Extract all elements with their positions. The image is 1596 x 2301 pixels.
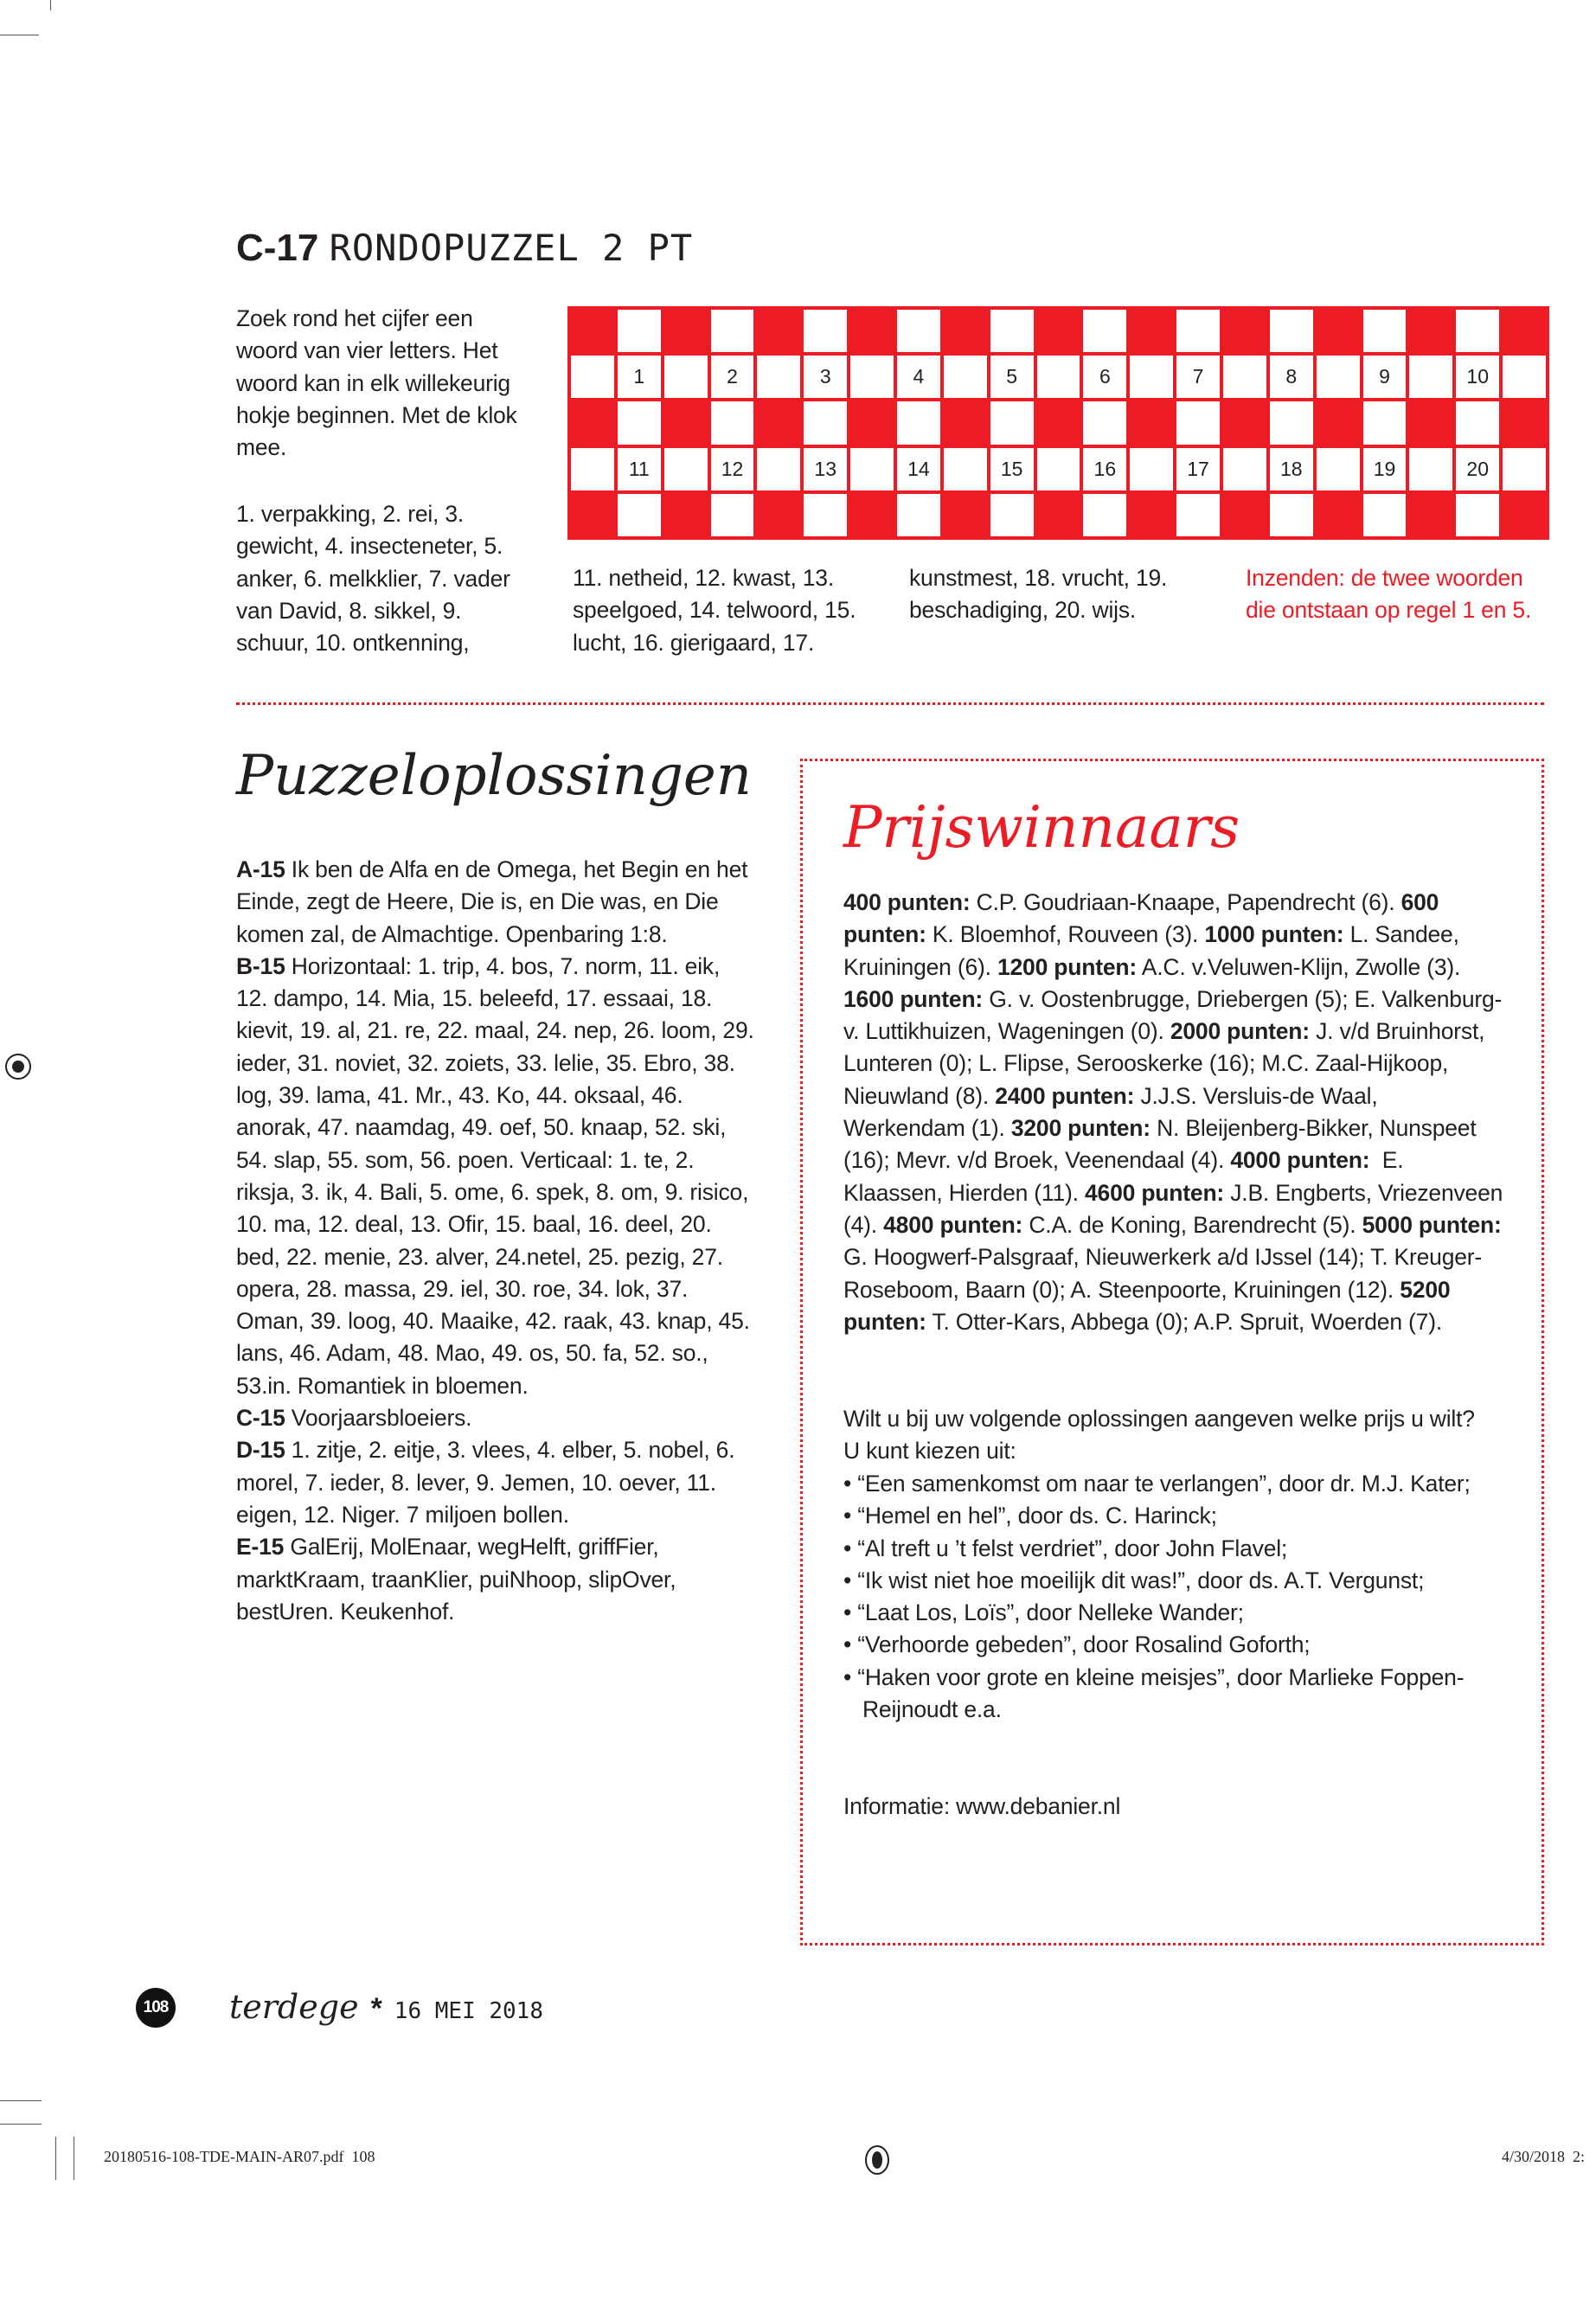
- grid-number-cell: 5: [990, 356, 1034, 398]
- grid-block: [1317, 494, 1360, 536]
- grid-cell: [1223, 448, 1266, 490]
- grid-number-cell: 12: [711, 448, 754, 490]
- solution-text: Horizontaal: 1. trip, 4. bos, 7. norm, 11. eik, 12. dampo, 14. Mia, 15. beleefd, 17. essaai, 18. kievit, 19. al, 21. re, 22. maal, 24. nep, 26. loom, 29. ieder, 31. noviet, 32. zoiets, 33. lelie, 35. Ebro, 38. log, 39. lama, 41. Mr., 43. Ko, 44. oksaal, 46. anorak, 47. naamdag, 49. oef, 50. knaap, 52. ski, 54. slap, 55. som, 56. poen. Verticaal: 1. te, 2. riksja, 3. ik, 4. Bali, 5. ome, 6. spek, 8. om, 9. risico, 10. ma, 12. deal, 13. Ofir, 15. baal, 16. deel, 20. bed, 22. menie, 23. alver, 24.netel, 25. pezig, 27. opera, 28. massa, 29. iel, 30. roe, 34. lok, 37. Oman, 39. loog, 40. Maaike, 42. raak, 43. knap, 45. lans, 46. Adam, 48. Mao, 49. os, 50. fa, 52. so., 53.in. Romantiek in bloemen.: [236, 952, 754, 1399]
- puzzle-title: [236, 227, 693, 270]
- prize-option: [843, 1500, 1488, 1532]
- grid-number-cell: 17: [1176, 448, 1220, 490]
- grid-block: [1409, 494, 1452, 536]
- clues-column-3: kunstmest, 18. vrucht, 19. beschadiging, 20. wijs.: [909, 565, 1168, 624]
- brand-logo: terdege: [229, 1988, 359, 2026]
- grid-block: [571, 310, 614, 352]
- bullet-icon: •: [843, 1631, 858, 1658]
- grid-number-cell: 4: [897, 356, 940, 398]
- points-label: 1200 punten:: [997, 953, 1138, 980]
- grid-number-cell: 1: [618, 356, 661, 398]
- grid-cell: [804, 494, 847, 536]
- grid-cell: [1176, 401, 1220, 444]
- grid-cell: [1363, 310, 1407, 352]
- grid-cell: [1270, 494, 1313, 536]
- grid-cell: [850, 356, 894, 398]
- grid-cell: [1083, 310, 1126, 352]
- grid-block: [944, 310, 987, 352]
- points-label: 2000 punten:: [1170, 1018, 1310, 1045]
- registration-mark-icon: [5, 1054, 31, 1080]
- grid-cell: [664, 356, 708, 398]
- grid-block: [757, 494, 800, 536]
- winner-names: E. Klaassen, Hierden (11).: [843, 1147, 1410, 1206]
- separator: *: [370, 1992, 382, 2025]
- grid-block: [1503, 494, 1546, 536]
- grid-cell: [990, 401, 1034, 444]
- grid-cell: [618, 310, 661, 352]
- prize-option: [843, 1565, 1488, 1597]
- clues-column-1: 1. verpakking, 2. rei, 3. gewicht, 4. insecteneter, 5. anker, 6. melkklier, 7. vader van David, 8. sikkel, 9. schuur, 10. ontkenning,: [236, 501, 510, 657]
- bullet-icon: •: [843, 1535, 858, 1561]
- grid-block: [1409, 401, 1452, 444]
- bullet-icon: •: [843, 1567, 858, 1593]
- prize-title: “Haken voor grote en kleine meisjes”, door Marlieke Foppen-Reijnoudt e.a.: [857, 1663, 1465, 1723]
- grid-cell: [1176, 310, 1220, 352]
- prize-options: [843, 1468, 1488, 1726]
- prize-option: [843, 1468, 1488, 1500]
- winner-names: N. Bleijenberg-Bikker, Nunspeet (16); Mevr. v/d Broek, Veenendaal (4).: [843, 1115, 1483, 1174]
- grid-block: [1223, 310, 1266, 352]
- solution-label: C-15: [236, 1405, 285, 1432]
- grid-cell: [1409, 356, 1452, 398]
- grid-cell: [757, 448, 800, 490]
- grid-cell: [571, 356, 614, 398]
- prize-intro: Wilt u bij uw volgende oplossingen aangeven welke prijs u wilt? U kunt kiezen uit:: [843, 1406, 1475, 1465]
- points-label: 5200 punten:: [843, 1276, 1451, 1335]
- prize-option: [843, 1662, 1488, 1727]
- crop-mark: [0, 2100, 42, 2101]
- grid-block: [850, 401, 894, 444]
- solution-label: A-15: [236, 856, 285, 882]
- grid-cell: [944, 448, 987, 490]
- grid-block: [757, 310, 800, 352]
- prize-title: “Laat Los, Loïs”, door Nelleke Wander;: [857, 1599, 1244, 1626]
- grid-block: [1223, 401, 1266, 444]
- grid-number-cell: 20: [1456, 448, 1499, 490]
- winner-names: L. Sandee, Kruiningen (6).: [843, 921, 1465, 980]
- puzzle-instructions: Zoek rond het cijfer een woord van vier letters. Het woord kan in elk willekeurig hokje beginnen. Met de klok mee.: [236, 305, 517, 461]
- solution-text: Voorjaarsbloeiers.: [285, 1405, 472, 1432]
- grid-cell: [757, 356, 800, 398]
- grid-cell: [897, 310, 940, 352]
- winner-names: G. Hoogwerf-Palsgraaf, Nieuwerkerk a/d IJssel (14); T. Kreuger-Roseboom, Baarn (0); A. Steenpoorte, Kruiningen (12).: [843, 1211, 1508, 1303]
- puzzle-code: C-17: [236, 227, 319, 269]
- solution-item: [236, 1402, 755, 1434]
- grid-number-cell: 10: [1456, 356, 1499, 398]
- grid-cell: [850, 448, 894, 490]
- grid-block: [1130, 494, 1173, 536]
- grid-number-cell: 2: [711, 356, 754, 398]
- solution-item: [236, 1434, 755, 1531]
- prize-option: [843, 1629, 1488, 1661]
- grid-cell: [1456, 310, 1499, 352]
- points-label: 2400 punten:: [995, 1082, 1135, 1109]
- prize-title: “Hemel en hel”, door ds. C. Harinck;: [857, 1503, 1217, 1529]
- solution-label: E-15: [236, 1534, 285, 1561]
- prize-option: [843, 1533, 1488, 1565]
- points-label: 400 punten:: [843, 889, 971, 915]
- winner-names: J.B. Engberts, Vriezenveen (4).: [843, 1179, 1509, 1238]
- grid-cell: [711, 310, 754, 352]
- grid-number-cell: 16: [1083, 448, 1126, 490]
- info-link[interactable]: Informatie: www.debanier.nl: [843, 1793, 1121, 1819]
- grid-block: [1130, 310, 1173, 352]
- grid-cell: [711, 494, 754, 536]
- grid-block: [1037, 494, 1080, 536]
- points-label: 4800 punten:: [883, 1211, 1023, 1238]
- grid-cell: [897, 494, 940, 536]
- solution-text: 1. zitje, 2. eitje, 3. vlees, 4. elber, 5. nobel, 6. morel, 7. ieder, 8. lever, 9. Jemen, 10. oever, 11. eigen, 12. Niger. 7 miljoen bollen.: [236, 1437, 735, 1528]
- winners-heading: Prijswinnaars: [843, 794, 1240, 861]
- grid-block: [850, 310, 894, 352]
- prize-option: [843, 1597, 1488, 1629]
- winner-names: T. Otter-Kars, Abbega (0); A.P. Spruit, Woerden (7).: [926, 1308, 1442, 1335]
- clues-column-2: 11. netheid, 12. kwast, 13. speelgoed, 14. telwoord, 15. lucht, 16. gierigaard, 17.: [573, 565, 856, 656]
- winner-names: A.C. v.Veluwen-Klijn, Zwolle (3).: [1137, 953, 1467, 980]
- grid-cell: [618, 494, 661, 536]
- grid-block: [1503, 310, 1546, 352]
- bullet-icon: •: [843, 1471, 858, 1497]
- grid-cell: [1223, 356, 1266, 398]
- grid-cell: [1363, 401, 1407, 444]
- points-label: 4000 punten:: [1230, 1147, 1370, 1174]
- grid-block: [1130, 401, 1173, 444]
- issue-date: 16 MEI 2018: [394, 1998, 543, 2024]
- crop-mark: [0, 2124, 42, 2125]
- grid-number-cell: 15: [990, 448, 1034, 490]
- solution-item: [236, 951, 755, 1402]
- crop-mark: [50, 0, 51, 10]
- puzzle-name: RONDOPUZZEL 2 PT: [329, 227, 694, 269]
- registration-mark-icon: [865, 2145, 889, 2175]
- solution-text: Ik ben de Alfa en de Omega, het Begin en het Einde, zegt de Heere, Die is, en Die was, en Die komen zal, de Almachtige. Openbaring 1:8.: [236, 856, 748, 947]
- grid-number-cell: 11: [618, 448, 661, 490]
- winner-names: C.P. Goudriaan-Knaape, Papendrecht (6).: [970, 889, 1401, 915]
- slug-filename: 20180516-108-TDE-MAIN-AR07.pdf 108: [104, 2148, 375, 2165]
- solution-label: D-15: [236, 1437, 285, 1464]
- grid-cell: [664, 448, 708, 490]
- winners-list: [843, 887, 1509, 1338]
- winner-names: C.A. de Koning, Barendrecht (5).: [1022, 1211, 1362, 1238]
- rondo-puzzle-grid: [567, 306, 1549, 540]
- grid-number-cell: 9: [1363, 356, 1407, 398]
- grid-cell: [1130, 356, 1173, 398]
- grid-cell: [1317, 448, 1360, 490]
- grid-block: [1317, 401, 1360, 444]
- grid-number-cell: 3: [804, 356, 847, 398]
- grid-block: [1037, 401, 1080, 444]
- grid-cell: [618, 401, 661, 444]
- submit-instruction: Inzenden: de twee woorden die ontstaan op regel 1 en 5.: [1246, 565, 1532, 624]
- grid-cell: [1409, 448, 1452, 490]
- points-label: 600 punten:: [843, 889, 1439, 948]
- grid-cell: [1083, 401, 1126, 444]
- grid-block: [664, 494, 708, 536]
- grid-block: [1317, 310, 1360, 352]
- grid-cell: [1037, 448, 1080, 490]
- grid-cell: [1317, 356, 1360, 398]
- grid-block: [1223, 494, 1266, 536]
- solutions-heading: Puzzeloplossingen: [236, 744, 752, 808]
- section-divider: [236, 702, 1544, 705]
- grid-cell: [1083, 494, 1126, 536]
- slug-timestamp: 4/30/2018 2:: [1502, 2148, 1586, 2165]
- grid-cell: [1037, 356, 1080, 398]
- grid-block: [664, 401, 708, 444]
- grid-number-cell: 13: [804, 448, 847, 490]
- solution-text: GalErij, MolEnaar, wegHelft, griffFier, marktKraam, traanKlier, puiNhoop, slipOver, bestUren. Keukenhof.: [236, 1534, 676, 1625]
- solution-item: [236, 1531, 755, 1628]
- grid-block: [944, 494, 987, 536]
- grid-cell: [990, 494, 1034, 536]
- solution-label: B-15: [236, 952, 285, 979]
- grid-block: [757, 401, 800, 444]
- grid-block: [1037, 310, 1080, 352]
- grid-cell: [1456, 401, 1499, 444]
- grid-number-cell: 18: [1270, 448, 1313, 490]
- grid-block: [1409, 310, 1452, 352]
- bullet-icon: •: [843, 1599, 858, 1626]
- grid-cell: [711, 401, 754, 444]
- winner-names: J.J.S. Versluis-de Waal, Werkendam (1).: [843, 1082, 1384, 1142]
- footer-masthead: [229, 1988, 543, 2026]
- grid-cell: [944, 356, 987, 398]
- prize-title: “Al treft u ’t felst verdriet”, door John Flavel;: [857, 1535, 1288, 1561]
- prize-title: “Ik wist niet hoe moeilijk dit was!”, door ds. A.T. Vergunst;: [857, 1567, 1425, 1593]
- grid-cell: [1503, 448, 1546, 490]
- grid-number-cell: 14: [897, 448, 940, 490]
- grid-block: [664, 310, 708, 352]
- points-label: 1000 punten:: [1204, 921, 1344, 948]
- grid-cell: [990, 310, 1034, 352]
- grid-cell: [804, 310, 847, 352]
- points-label: 4600 punten:: [1085, 1179, 1225, 1206]
- solutions-text: [236, 854, 755, 1628]
- solution-item: [236, 854, 755, 951]
- grid-cell: [897, 401, 940, 444]
- grid-cell: [804, 401, 847, 444]
- grid-cell: [1363, 494, 1407, 536]
- grid-cell: [1270, 310, 1313, 352]
- grid-cell: [1270, 401, 1313, 444]
- grid-block: [571, 401, 614, 444]
- winner-names: G. v. Oostenbrugge, Driebergen (5); E. Valkenburg-v. Luttikhuizen, Wageningen (0).: [843, 985, 1503, 1045]
- points-label: 5000 punten:: [1362, 1211, 1502, 1238]
- grid-number-cell: 7: [1176, 356, 1220, 398]
- grid-number-cell: 6: [1083, 356, 1126, 398]
- bullet-icon: •: [843, 1503, 858, 1529]
- prize-title: “Een samenkomst om naar te verlangen”, door dr. M.J. Kater;: [857, 1471, 1471, 1497]
- crop-mark: [55, 2137, 56, 2180]
- grid-number-cell: 8: [1270, 356, 1313, 398]
- points-label: 3200 punten:: [1010, 1115, 1151, 1142]
- grid-cell: [1456, 494, 1499, 536]
- points-label: 1600 punten:: [843, 985, 984, 1012]
- page-number-badge: 108: [136, 1988, 176, 2028]
- grid-block: [944, 401, 987, 444]
- prize-title: “Verhoorde gebeden”, door Rosalind Goforth;: [857, 1631, 1311, 1658]
- grid-cell: [1130, 448, 1173, 490]
- grid-block: [1503, 401, 1546, 444]
- grid-block: [571, 494, 614, 536]
- grid-block: [850, 494, 894, 536]
- grid-cell: [1176, 494, 1220, 536]
- grid-cell: [571, 448, 614, 490]
- winner-names: J. v/d Bruinhorst, Lunteren (0); L. Flipse, Serooskerke (16); M.C. Zaal-Hijkoop, Nieuwland (8).: [843, 1018, 1491, 1109]
- grid-cell: [1503, 356, 1546, 398]
- winner-names: K. Bloemhof, Rouveen (3).: [926, 921, 1205, 948]
- grid-number-cell: 19: [1363, 448, 1407, 490]
- bullet-icon: •: [843, 1663, 858, 1690]
